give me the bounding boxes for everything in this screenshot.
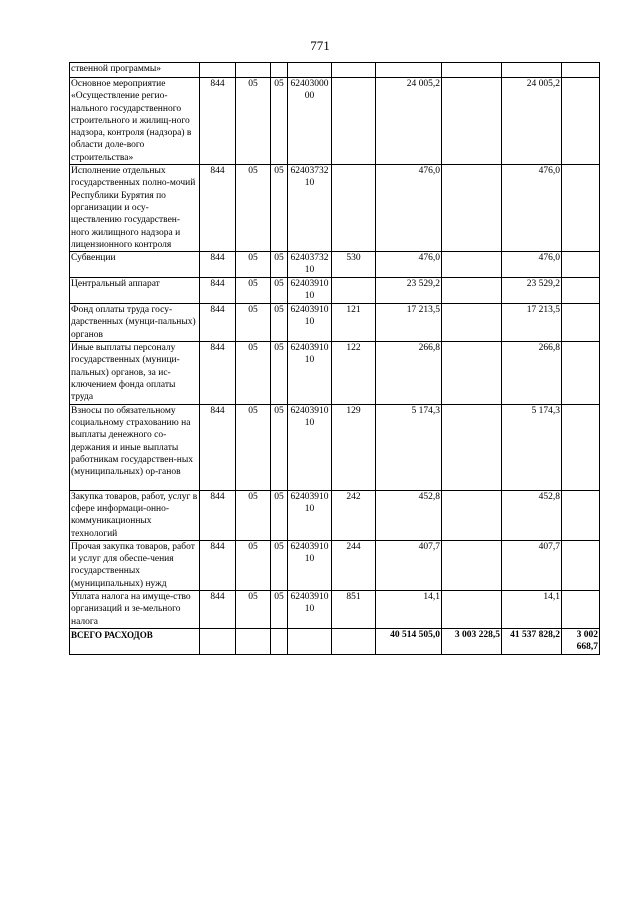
cell-sum-4 xyxy=(562,63,600,78)
cell-sum-2 xyxy=(442,78,502,165)
cell-expense-type: 242 xyxy=(332,490,376,540)
table-row xyxy=(70,165,600,252)
cell-subsection: 05 xyxy=(271,78,288,165)
cell-expense-type xyxy=(332,278,376,304)
cell-sum-3: 476,0 xyxy=(502,165,562,252)
cell-target-item: 62403732 10 xyxy=(288,165,332,252)
cell-section: 05 xyxy=(236,342,271,404)
cell-sum-2 xyxy=(442,63,502,78)
cell-name: Субвенции xyxy=(70,252,200,278)
cell-sum-2 xyxy=(442,165,502,252)
cell-target-item: 62403910 10 xyxy=(288,404,332,490)
cell-section: 05 xyxy=(236,252,271,278)
table-row xyxy=(70,304,600,342)
cell-sum-4 xyxy=(562,278,600,304)
cell-expense-type: 129 xyxy=(332,404,376,490)
cell-sum-3 xyxy=(502,63,562,78)
cell-grbs: 844 xyxy=(200,278,236,304)
cell-sum-4 xyxy=(562,342,600,404)
total-empty-cell xyxy=(236,629,271,655)
cell-name: Прочая закупка товаров, работ и услуг для обеспе-чения государственных (муниципальных) нужд xyxy=(70,540,200,590)
total-sum-3: 41 537 828,2 xyxy=(502,629,562,655)
cell-sum-3: 14,1 xyxy=(502,591,562,629)
cell-section: 05 xyxy=(236,540,271,590)
cell-expense-type: 121 xyxy=(332,304,376,342)
cell-sum-1: 452,8 xyxy=(376,490,442,540)
cell-sum-3: 452,8 xyxy=(502,490,562,540)
total-empty-cell xyxy=(271,629,288,655)
cell-sum-2 xyxy=(442,342,502,404)
cell-subsection: 05 xyxy=(271,490,288,540)
cell-section: 05 xyxy=(236,591,271,629)
table-body xyxy=(70,63,600,655)
cell-sum-1: 17 213,5 xyxy=(376,304,442,342)
cell-sum-1: 266,8 xyxy=(376,342,442,404)
cell-sum-2 xyxy=(442,404,502,490)
cell-name: Исполнение отдельных государственных полно-мочий Республики Бурятия по организации и осу-ществлению государствен-ного жилищного надзора и лицензионного контроля xyxy=(70,165,200,252)
cell-section: 05 xyxy=(236,278,271,304)
cell-subsection: 05 xyxy=(271,304,288,342)
cell-expense-type: 122 xyxy=(332,342,376,404)
cell-target-item: 62403910 10 xyxy=(288,540,332,590)
total-label: ВСЕГО РАСХОДОВ xyxy=(70,629,200,655)
cell-sum-4 xyxy=(562,78,600,165)
table-row xyxy=(70,63,600,78)
table-row xyxy=(70,342,600,404)
total-empty-cell xyxy=(200,629,236,655)
cell-expense-type: 244 xyxy=(332,540,376,590)
cell-name: Уплата налога на имуще-ство организаций и зе-мельного налога xyxy=(70,591,200,629)
cell-sum-3: 476,0 xyxy=(502,252,562,278)
total-empty-cell xyxy=(288,629,332,655)
page-number: 771 xyxy=(310,38,330,53)
cell-sum-2 xyxy=(442,591,502,629)
cell-grbs: 844 xyxy=(200,165,236,252)
cell-target-item: 62403000 00 xyxy=(288,78,332,165)
cell-target-item xyxy=(288,63,332,78)
cell-sum-1: 14,1 xyxy=(376,591,442,629)
cell-subsection: 05 xyxy=(271,404,288,490)
cell-grbs: 844 xyxy=(200,540,236,590)
table-row xyxy=(70,404,600,490)
cell-sum-1: 476,0 xyxy=(376,165,442,252)
cell-section: 05 xyxy=(236,404,271,490)
cell-sum-3: 407,7 xyxy=(502,540,562,590)
cell-sum-2 xyxy=(442,490,502,540)
cell-grbs: 844 xyxy=(200,78,236,165)
cell-section: 05 xyxy=(236,78,271,165)
cell-grbs: 844 xyxy=(200,591,236,629)
cell-sum-1: 24 005,2 xyxy=(376,78,442,165)
cell-sum-2 xyxy=(442,252,502,278)
total-row xyxy=(70,629,600,655)
cell-grbs xyxy=(200,63,236,78)
cell-section: 05 xyxy=(236,165,271,252)
cell-subsection: 05 xyxy=(271,342,288,404)
cell-sum-4 xyxy=(562,252,600,278)
cell-name: Центральный аппарат xyxy=(70,278,200,304)
cell-sum-2 xyxy=(442,304,502,342)
cell-target-item: 62403910 10 xyxy=(288,490,332,540)
cell-grbs: 844 xyxy=(200,304,236,342)
cell-expense-type xyxy=(332,78,376,165)
cell-name: Закупка товаров, работ, услуг в сфере информаци-онно-коммуникационных технологий xyxy=(70,490,200,540)
cell-subsection: 05 xyxy=(271,165,288,252)
table-row xyxy=(70,591,600,629)
cell-sum-3: 23 529,2 xyxy=(502,278,562,304)
table-row xyxy=(70,78,600,165)
cell-subsection: 05 xyxy=(271,252,288,278)
total-sum-2: 3 003 228,5 xyxy=(442,629,502,655)
cell-name: Взносы по обязательному социальному страхованию на выплаты денежного со-держания и иные выплаты работникам государствен-ных (муниципальных) ор-ганов xyxy=(70,404,200,490)
cell-sum-3: 17 213,5 xyxy=(502,304,562,342)
cell-section: 05 xyxy=(236,490,271,540)
cell-sum-3: 24 005,2 xyxy=(502,78,562,165)
cell-sum-1: 407,7 xyxy=(376,540,442,590)
cell-expense-type xyxy=(332,165,376,252)
cell-grbs: 844 xyxy=(200,404,236,490)
total-sum-1: 40 514 505,0 xyxy=(376,629,442,655)
budget-table xyxy=(69,62,600,655)
cell-expense-type: 851 xyxy=(332,591,376,629)
cell-sum-4 xyxy=(562,540,600,590)
cell-target-item: 62403910 10 xyxy=(288,342,332,404)
table-row xyxy=(70,490,600,540)
cell-grbs: 844 xyxy=(200,490,236,540)
cell-sum-4 xyxy=(562,404,600,490)
cell-sum-4 xyxy=(562,165,600,252)
cell-sum-4 xyxy=(562,304,600,342)
cell-sum-1: 23 529,2 xyxy=(376,278,442,304)
table-row xyxy=(70,278,600,304)
cell-subsection: 05 xyxy=(271,540,288,590)
cell-sum-1 xyxy=(376,63,442,78)
cell-expense-type: 530 xyxy=(332,252,376,278)
cell-section xyxy=(236,63,271,78)
cell-target-item: 62403910 10 xyxy=(288,278,332,304)
cell-expense-type xyxy=(332,63,376,78)
cell-sum-3: 5 174,3 xyxy=(502,404,562,490)
cell-sum-1: 476,0 xyxy=(376,252,442,278)
cell-name: ственной программы» xyxy=(70,63,200,78)
cell-sum-3: 266,8 xyxy=(502,342,562,404)
cell-grbs: 844 xyxy=(200,252,236,278)
cell-name: Основное мероприятие «Осуществление регио-нального государственного строительного и жилищ-ного надзора, контроля (надзора) в области доле-вого строительства» xyxy=(70,78,200,165)
cell-target-item: 62403732 10 xyxy=(288,252,332,278)
cell-target-item: 62403910 10 xyxy=(288,591,332,629)
cell-grbs: 844 xyxy=(200,342,236,404)
cell-name: Иные выплаты персоналу государственных (муници-пальных) органов, за ис-ключением фонда оплаты труда xyxy=(70,342,200,404)
table-row xyxy=(70,252,600,278)
cell-section: 05 xyxy=(236,304,271,342)
cell-sum-2 xyxy=(442,540,502,590)
cell-sum-1: 5 174,3 xyxy=(376,404,442,490)
table-row xyxy=(70,540,600,590)
cell-subsection: 05 xyxy=(271,591,288,629)
cell-sum-4 xyxy=(562,591,600,629)
cell-subsection: 05 xyxy=(271,278,288,304)
cell-subsection xyxy=(271,63,288,78)
total-sum-4: 3 002 668,7 xyxy=(562,629,600,655)
cell-sum-2 xyxy=(442,278,502,304)
cell-target-item: 62403910 10 xyxy=(288,304,332,342)
total-empty-cell xyxy=(332,629,376,655)
cell-name: Фонд оплаты труда госу-дарственных (мунци-пальных) органов xyxy=(70,304,200,342)
cell-sum-4 xyxy=(562,490,600,540)
